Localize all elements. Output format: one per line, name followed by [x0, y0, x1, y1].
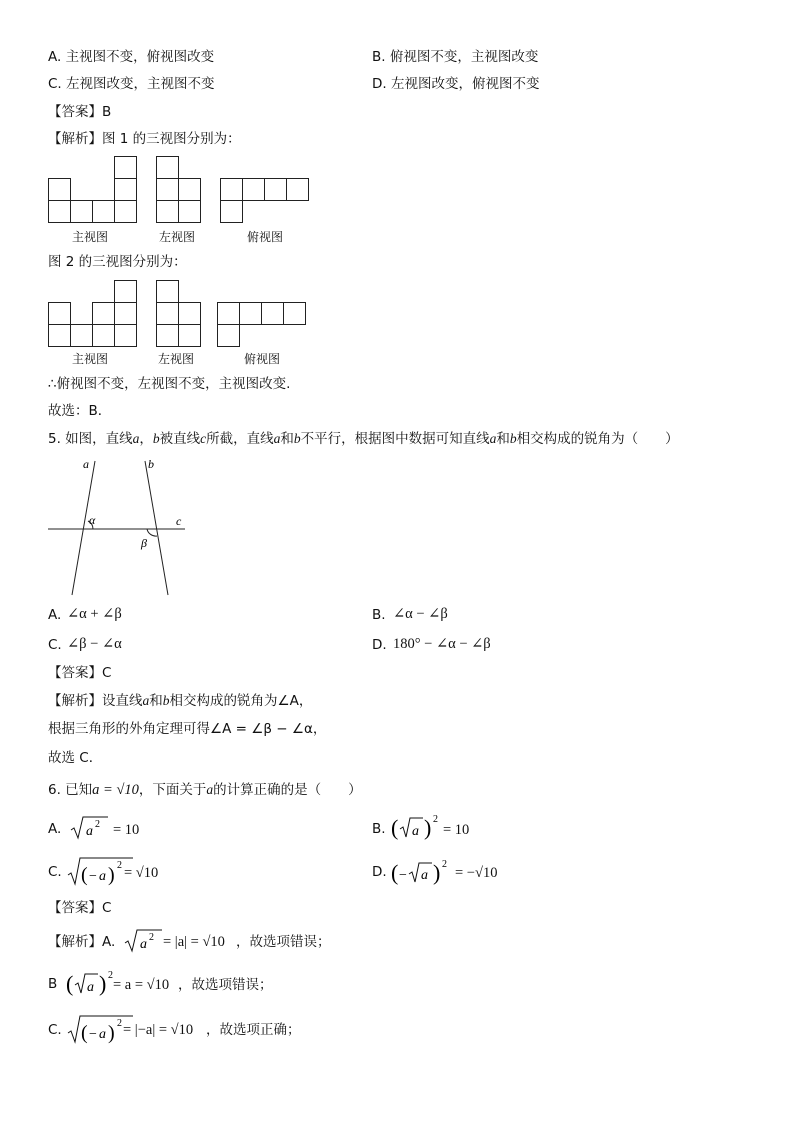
- fig1-left-view: [156, 156, 204, 226]
- q5-option-a: ∠α + ∠β: [67, 606, 122, 622]
- svg-text:(: (: [391, 815, 399, 840]
- label-beta: β: [141, 536, 147, 550]
- fig1-caption-front: 主视图: [72, 230, 109, 244]
- fig2-caption-top: 俯视图: [244, 352, 281, 366]
- q6-analysis-c-prefix: C.: [48, 1022, 62, 1038]
- q5-option-d: 180° − ∠α − ∠β: [393, 636, 491, 652]
- q6-option-b-radical: [391, 812, 441, 842]
- q6-option-b-letter: B.: [372, 821, 386, 837]
- svg-text:2: 2: [442, 859, 447, 870]
- beta-arc: [147, 529, 157, 536]
- q4-option-c: C. 左视图改变，主视图不变: [48, 76, 215, 92]
- q6-option-c-expr: = √10: [124, 865, 159, 881]
- q6-answer: 【答案】C: [48, 900, 112, 916]
- label-alpha: α: [89, 513, 96, 527]
- q6-option-d-letter: D.: [372, 864, 387, 880]
- q5-analysis-line2: 根据三角形的外角定理可得∠A = ∠β − ∠α，: [48, 721, 327, 737]
- fig2-left-view: [156, 280, 204, 350]
- svg-text:a: a: [421, 868, 428, 883]
- q4-option-b: B. 俯视图不变，主视图改变: [372, 49, 539, 65]
- q5-stem: 5. 如图，直线a，b被直线c所截，直线a和b不平行，根据图中数据可知直线a和b相交构成的锐角为（ ）: [48, 431, 679, 447]
- q6-option-a-expr: = 10: [113, 822, 140, 838]
- q6-option-a-letter: A.: [48, 821, 62, 837]
- q6-option-a-radical: [70, 815, 110, 841]
- label-a: a: [83, 457, 89, 471]
- svg-text:(: (: [81, 864, 88, 886]
- svg-text:a: a: [99, 1027, 106, 1042]
- q4-answer: 【答案】B: [48, 104, 112, 120]
- fig2-caption-left: 左视图: [158, 352, 195, 366]
- q5-option-c: ∠β − ∠α: [67, 636, 122, 652]
- svg-text:a: a: [99, 869, 106, 884]
- svg-text:): ): [108, 1022, 115, 1044]
- svg-text:−: −: [399, 868, 407, 883]
- svg-text:(: (: [391, 860, 399, 885]
- svg-text:2: 2: [108, 970, 113, 981]
- svg-text:a: a: [87, 980, 94, 995]
- q4-therefore: ∴俯视图不变，左视图不变，主视图改变.: [48, 376, 291, 392]
- q5-option-b-letter: B.: [372, 607, 386, 623]
- fig1-caption-left: 左视图: [159, 230, 196, 244]
- q6-analysis-b-expr: = a = √10: [113, 977, 170, 993]
- q4-option-a: A. 主视图不变，俯视图改变: [48, 49, 215, 65]
- q5-option-a-letter: A.: [48, 607, 62, 623]
- fig1-top-view: [220, 178, 314, 226]
- svg-text:): ): [108, 864, 115, 886]
- q5-option-d-letter: D.: [372, 637, 387, 653]
- q6-analysis-c-tail: ，故选项正确；: [206, 1022, 301, 1038]
- q6-analysis-b-radical: [66, 968, 116, 998]
- q6-option-d-expr: = −√10: [455, 865, 498, 881]
- q5-choose: 故选 C．: [48, 750, 103, 766]
- fig2-front-view: [48, 280, 140, 350]
- q6-option-b-expr: = 10: [443, 822, 470, 838]
- fig2-caption-front: 主视图: [72, 352, 109, 366]
- svg-text:): ): [99, 971, 107, 996]
- svg-text:−: −: [89, 869, 97, 884]
- svg-text:(: (: [81, 1022, 88, 1044]
- q6-analysis-a-prefix: 【解析】A.: [48, 934, 116, 950]
- line-b: [145, 461, 168, 595]
- q6-option-d-radical: [391, 855, 453, 887]
- svg-text:2: 2: [95, 819, 100, 830]
- q5-option-b: ∠α − ∠β: [393, 606, 448, 622]
- svg-text:2: 2: [117, 860, 122, 871]
- label-b: b: [148, 457, 154, 471]
- fig2-top-view: [217, 302, 311, 350]
- q5-answer: 【答案】C: [48, 665, 112, 681]
- svg-text:a: a: [140, 937, 147, 952]
- fig2-intro: 图 2 的三视图分别为：: [48, 254, 187, 270]
- svg-text:−: −: [89, 1027, 97, 1042]
- q6-option-c-letter: C.: [48, 864, 62, 880]
- fig1-front-view: [48, 156, 140, 226]
- svg-text:2: 2: [149, 932, 154, 943]
- svg-text:a: a: [86, 824, 93, 839]
- q6-analysis-c-expr: = |−a| = √10: [123, 1022, 194, 1038]
- q6-analysis-a-tail: ，故选项错误；: [236, 934, 331, 950]
- svg-text:2: 2: [117, 1018, 122, 1029]
- q6-analysis-a-radical: [124, 928, 164, 954]
- q5-option-c-letter: C.: [48, 637, 62, 653]
- line-a: [72, 461, 95, 595]
- svg-text:): ): [433, 860, 441, 885]
- q4-analysis-intro: 【解析】图 1 的三视图分别为：: [48, 131, 241, 147]
- q6-analysis-b-prefix: B: [48, 976, 58, 992]
- label-c: c: [176, 514, 182, 528]
- q6-analysis-a-expr: = |a| = √10: [163, 934, 225, 950]
- q4-option-d: D. 左视图改变，俯视图不变: [372, 76, 540, 92]
- q6-stem: 6. 已知a = √10，下面关于a的计算正确的是（ ）: [48, 782, 362, 798]
- q5-figure: [44, 455, 194, 600]
- svg-text:2: 2: [433, 814, 438, 825]
- svg-text:): ): [424, 815, 432, 840]
- q5-analysis: 【解析】设直线a和b相交构成的锐角为∠A，: [48, 693, 313, 709]
- svg-text:a: a: [412, 824, 419, 839]
- fig1-caption-top: 俯视图: [247, 230, 284, 244]
- q6-analysis-b-tail: ，故选项错误；: [178, 977, 273, 993]
- svg-text:(: (: [66, 971, 74, 996]
- q4-choose: 故选：B．: [48, 403, 112, 419]
